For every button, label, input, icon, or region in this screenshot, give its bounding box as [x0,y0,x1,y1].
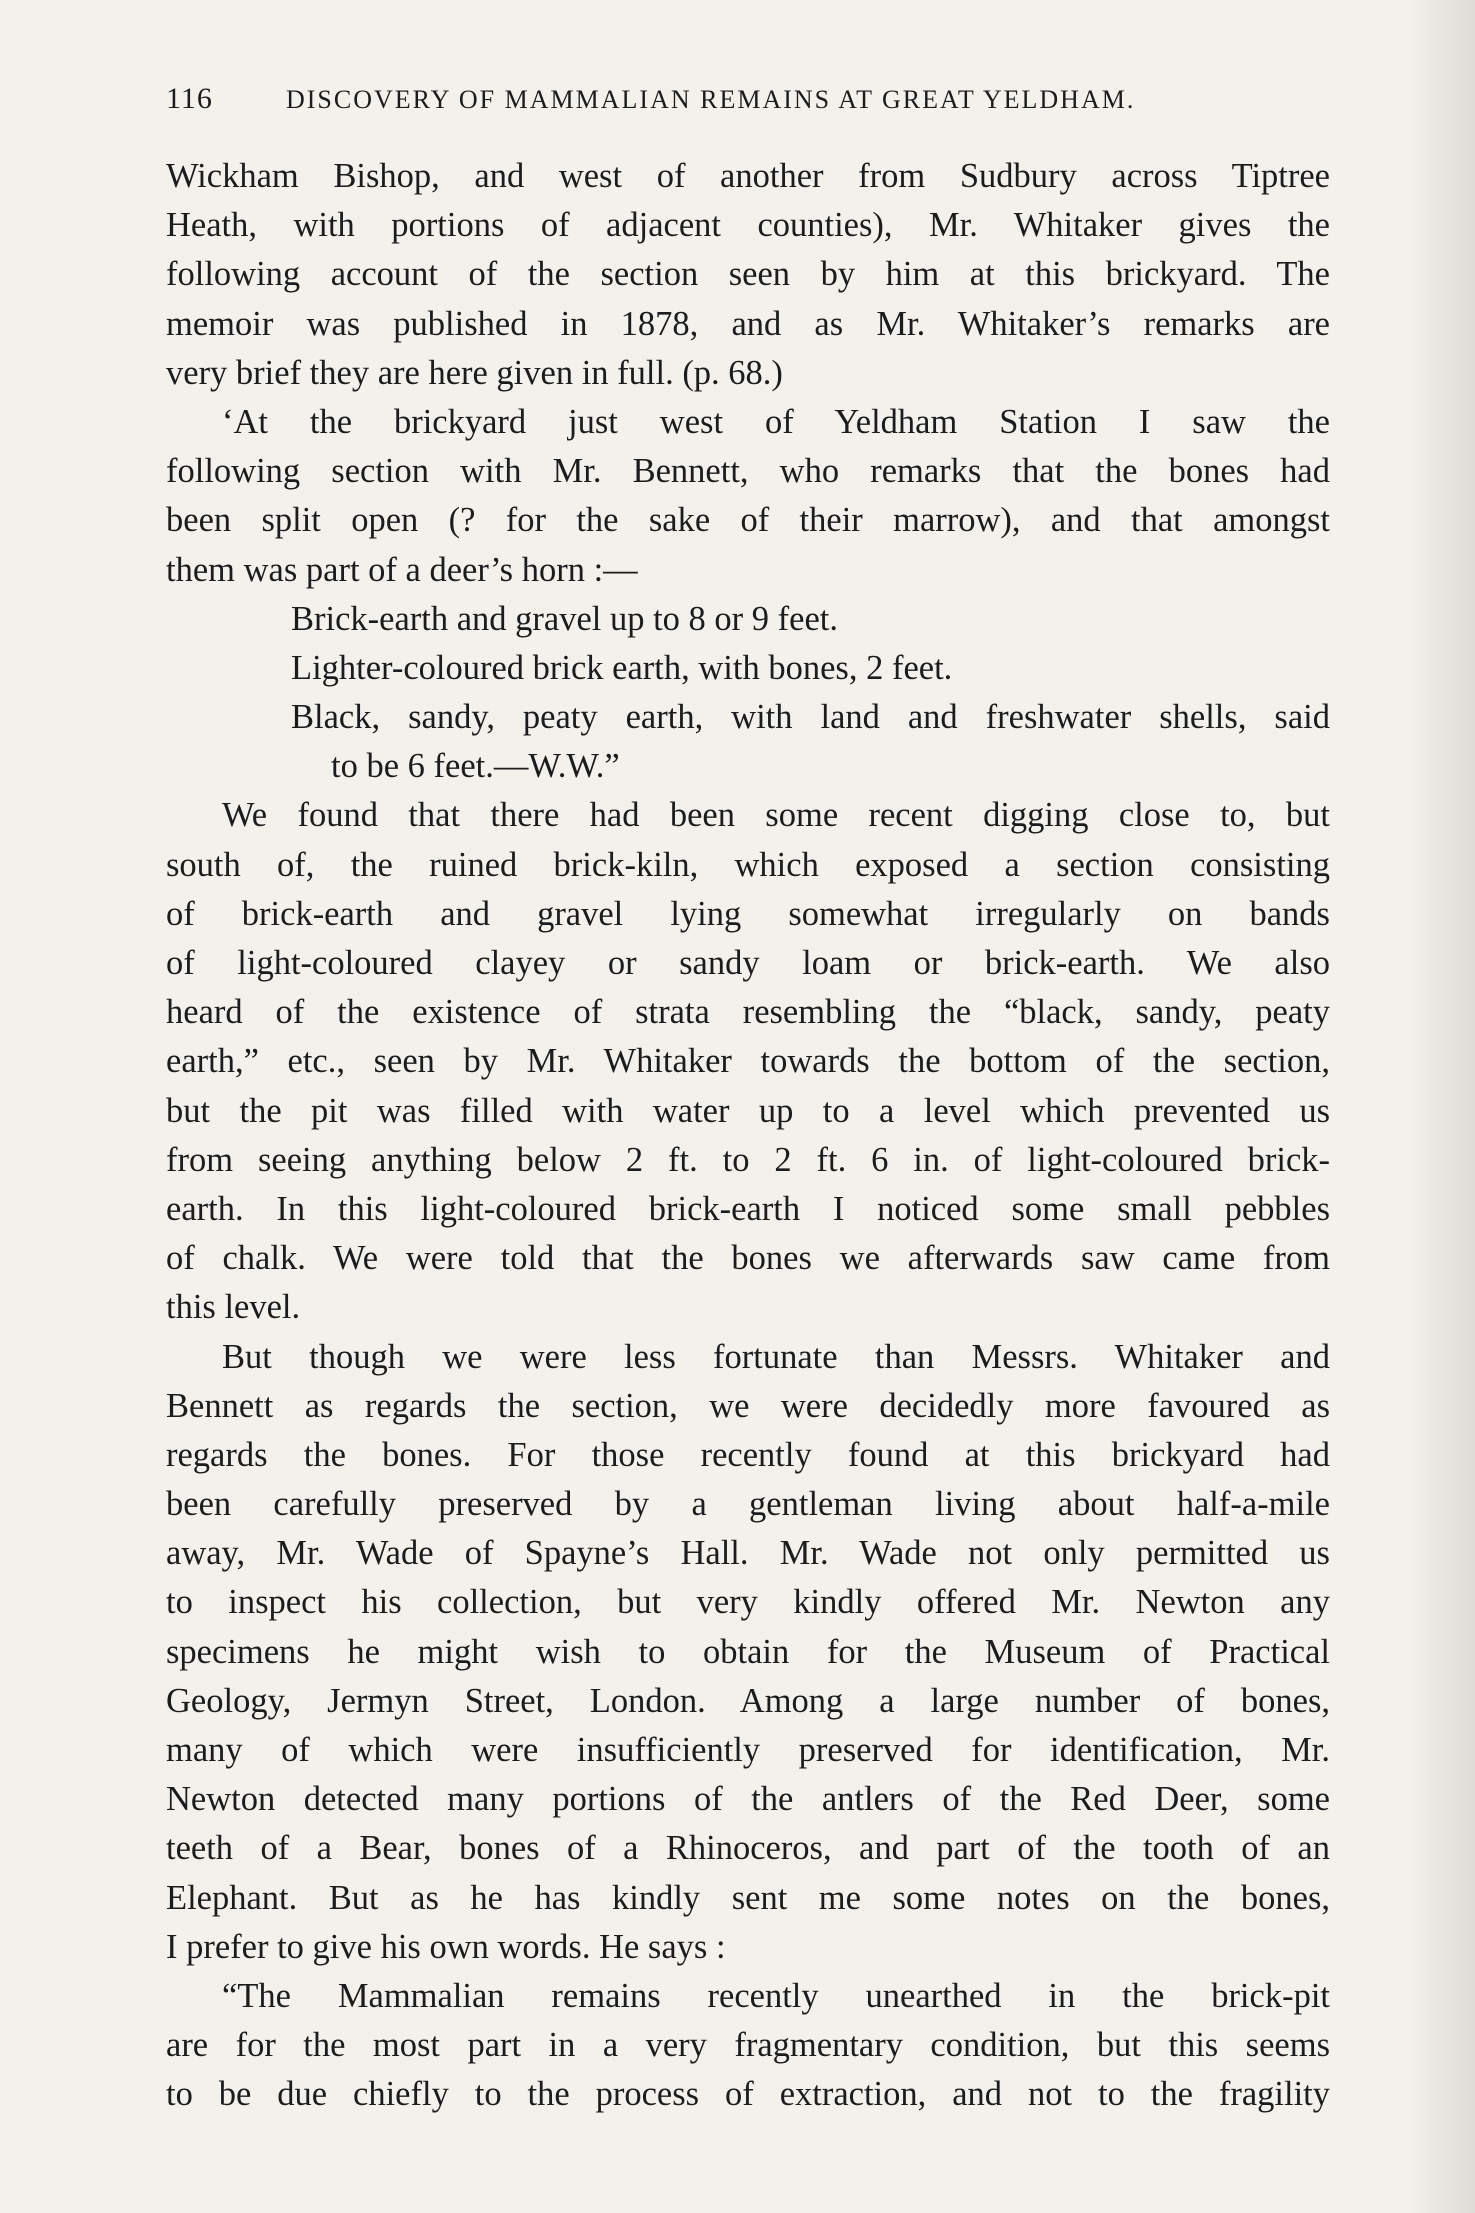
text-line: south of, the ruined brick-kiln, which exposed a section consisting [166,845,1330,884]
text-line: of chalk. We were told that the bones we afterwards saw came from [166,1239,1330,1278]
text-line: regards the bones. For those recently found at this brickyard had [166,1435,1330,1474]
text-line: this level. [166,1288,301,1327]
text-line: memoir was published in 1878, and as Mr. Whitaker’s remarks are [166,304,1330,343]
text-line: them was part of a deer’s horn :— [166,550,638,589]
text-line: following account of the section seen by him at this brickyard. The [166,255,1330,294]
text-line: but the pit was filled with water up to a level which prevented us [166,1091,1330,1130]
running-title: DISCOVERY OF MAMMALIAN REMAINS AT GREAT YELDHAM. [286,85,1136,114]
text-line: to inspect his collection, but very kindly offered Mr. Newton any [166,1583,1330,1622]
text-line: ‘At the brickyard just west of Yeldham Station I saw the [222,402,1330,441]
text-line: earth,” etc., seen by Mr. Whitaker towards the bottom of the section, [166,1042,1330,1081]
text-line: Wickham Bishop, and west of another from Sudbury across Tiptree [166,157,1330,195]
text-line: are for the most part in a very fragmentary condition, but this seems [166,2026,1330,2065]
text-line: heard of the existence of strata resembling the “black, sandy, peaty [166,993,1330,1032]
text-line: been split open (? for the sake of their marrow), and that amongst [166,501,1330,540]
text-line: Black, sandy, peaty earth, with land and freshwater shells, said [291,698,1330,737]
text-line: Geology, Jermyn Street, London. Among a large number of bones, [166,1681,1330,1720]
text-line: to be 6 feet.—W.W.” [331,747,620,786]
text-line: “The Mammalian remains recently unearthed in the brick-pit [222,1976,1330,2015]
text-line: very brief they are here given in full. (p. 68.) [166,353,783,392]
text-line: from seeing anything below 2 ft. to 2 ft. 6 in. of light-coloured brick- [166,1140,1330,1179]
text-line: earth. In this light-coloured brick-earth I noticed some small pebbles [166,1189,1330,1228]
text-line: We found that there had been some recent digging close to, but [222,796,1330,835]
text-line: I prefer to give his own words. He says : [166,1927,726,1966]
text-line: Bennett as regards the section, we were decidedly more favoured as [166,1386,1330,1425]
text-line: But though we were less fortunate than Messrs. Whitaker and [222,1337,1330,1376]
text-line: Elephant. But as he has kindly sent me some notes on the bones, [166,1878,1330,1917]
text-line: to be due chiefly to the process of extraction, and not to the fragility [166,2075,1330,2114]
text-line: Newton detected many portions of the antlers of the Red Deer, some [166,1780,1330,1819]
page-edge-shadow [1405,0,1475,2213]
text-line: away, Mr. Wade of Spayne’s Hall. Mr. Wade not only permitted us [166,1534,1330,1573]
text-line: Heath, with portions of adjacent counties), Mr. Whitaker gives the [166,206,1330,245]
text-line: many of which were insufficiently preserved for identification, Mr. [166,1731,1330,1769]
text-line: Lighter-coloured brick earth, with bones, 2 feet. [291,648,953,687]
running-head [166,82,1330,122]
text-line: of light-coloured clayey or sandy loam or brick-earth. We also [166,944,1330,982]
body-text [166,152,1330,2120]
text-line: specimens he might wish to obtain for the Museum of Practical [166,1632,1330,1671]
text-line: Brick-earth and gravel up to 8 or 9 feet. [291,599,838,638]
text-line: teeth of a Bear, bones of a Rhinoceros, and part of the tooth of an [166,1829,1330,1868]
page-number: 116 [166,82,213,115]
text-line: following section with Mr. Bennett, who remarks that the bones had [166,452,1330,491]
text-line: been carefully preserved by a gentleman living about half-a-mile [166,1485,1330,1524]
text-line: of brick-earth and gravel lying somewhat irregularly on bands [166,894,1330,933]
